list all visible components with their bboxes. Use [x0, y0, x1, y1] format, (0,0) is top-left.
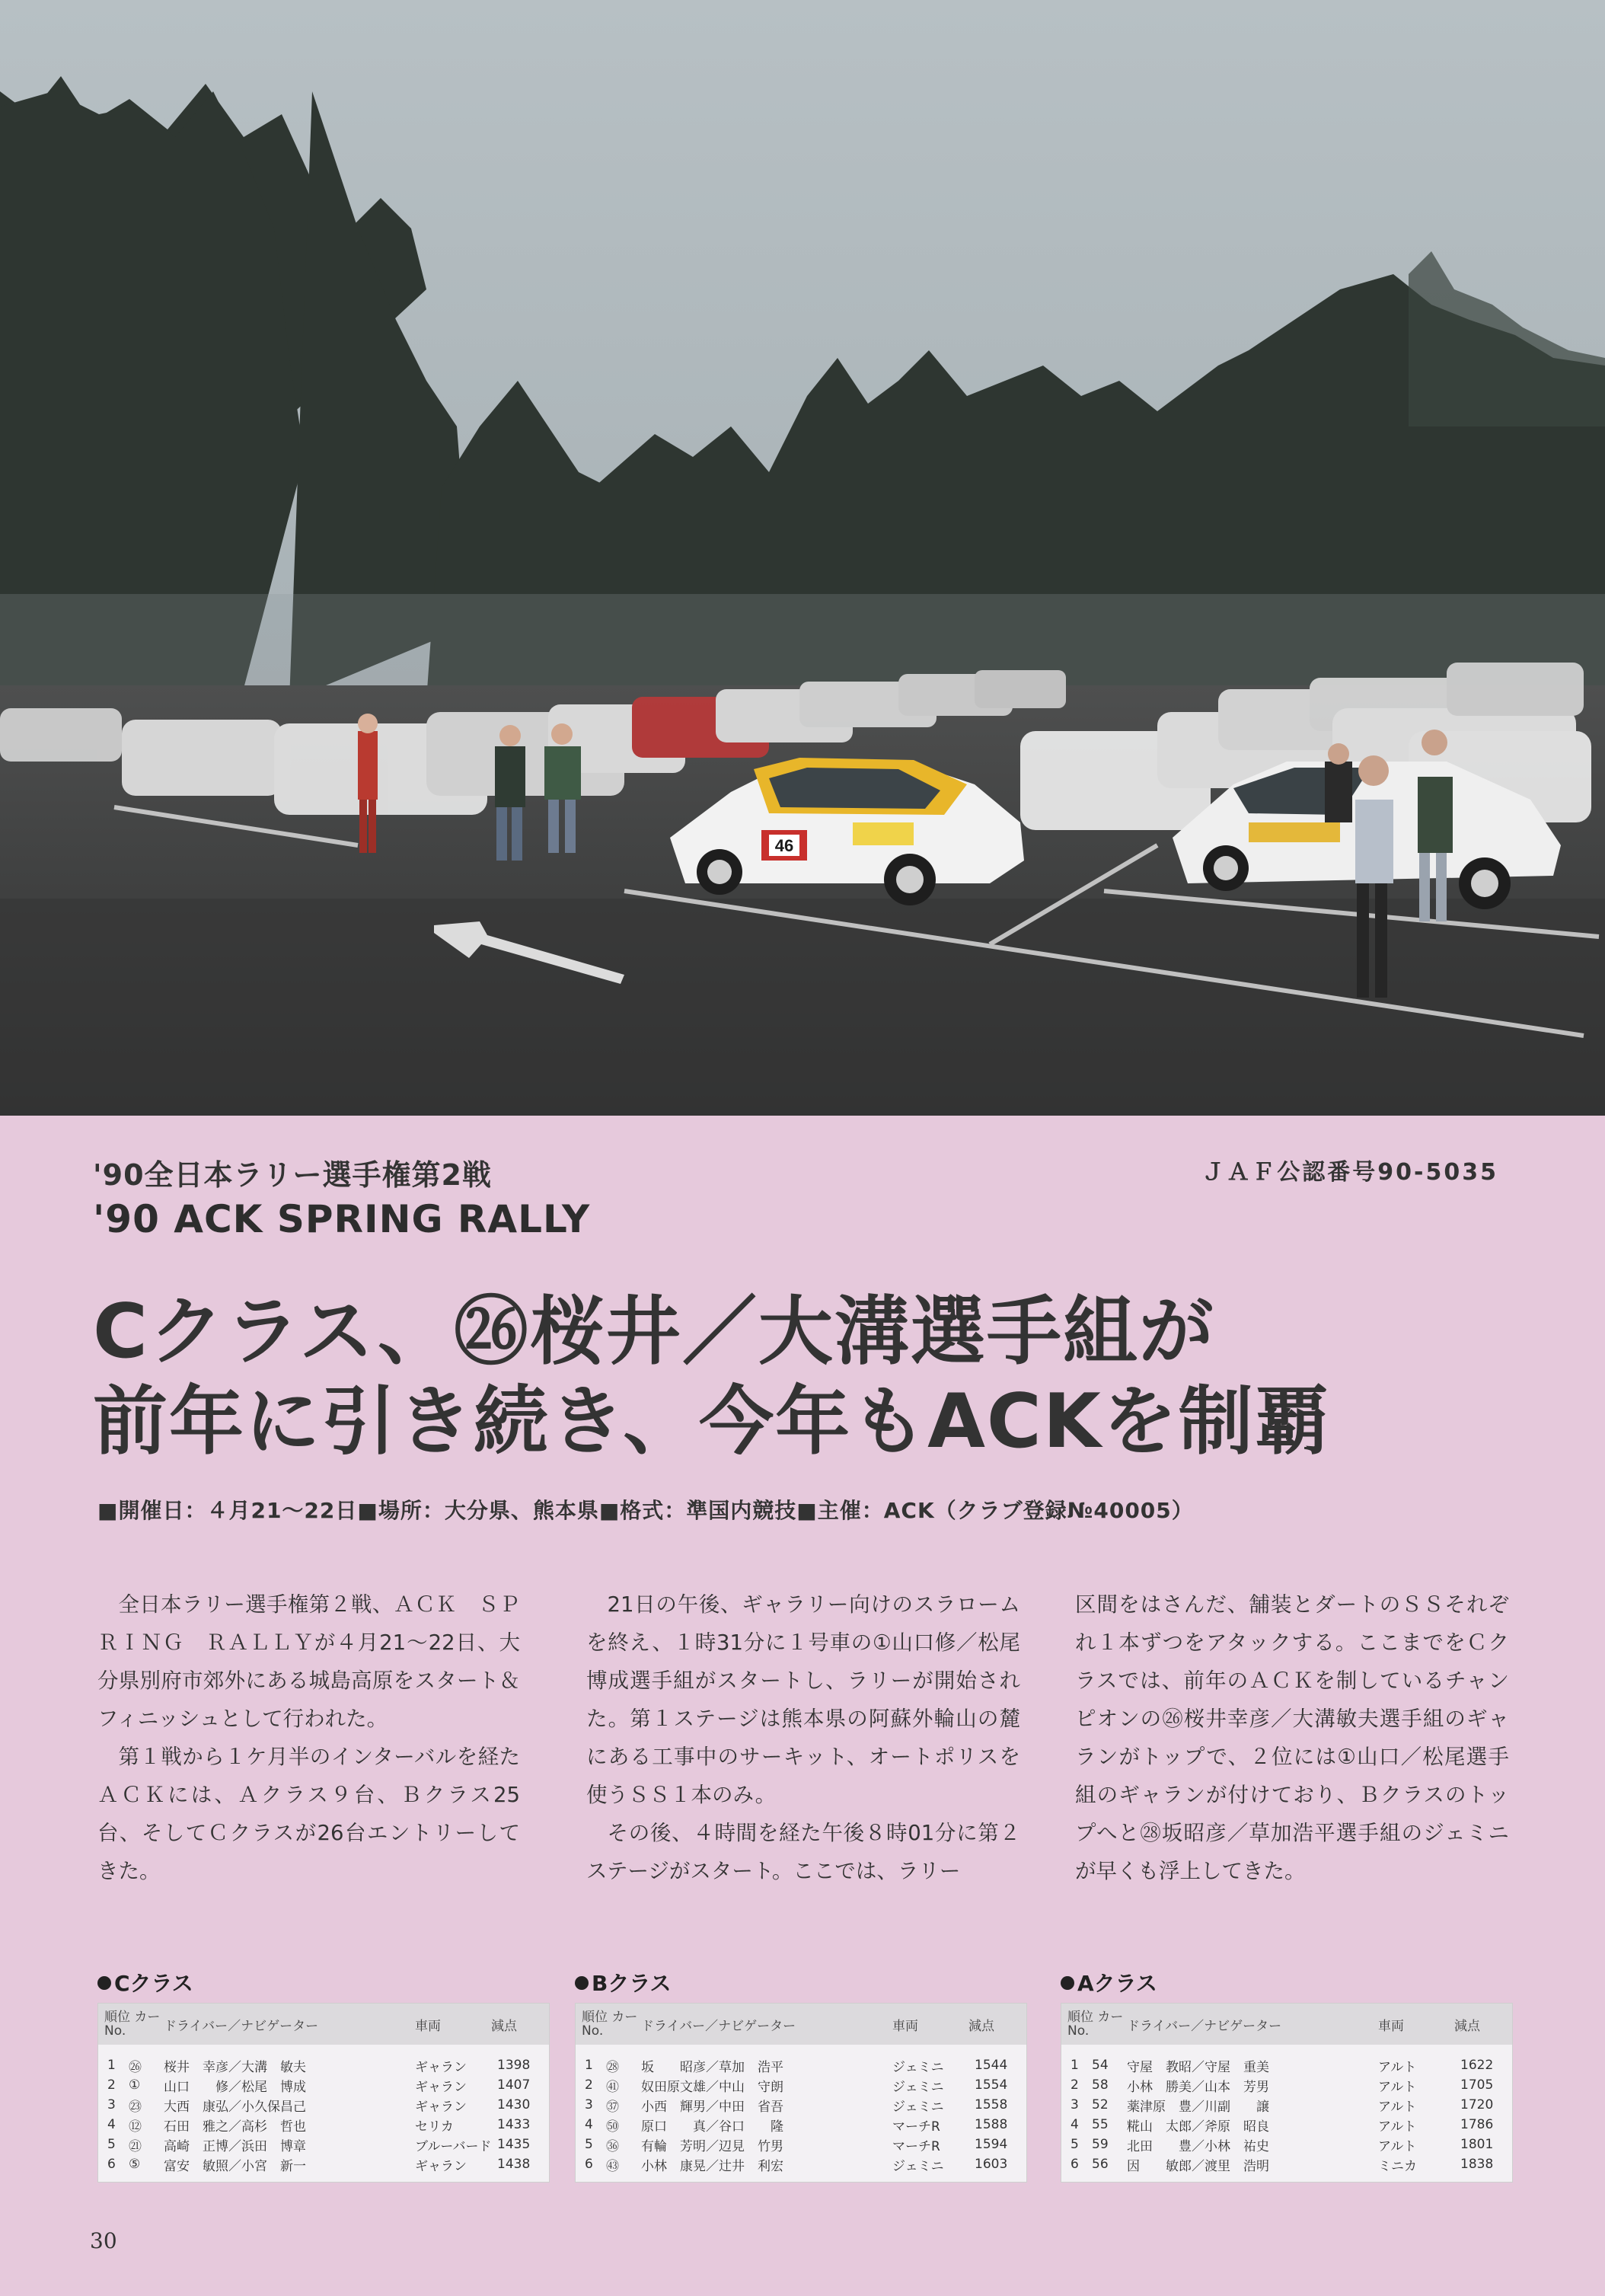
table-header — [576, 2004, 1026, 2045]
header-driver: ドライバー／ナビゲーター — [1127, 2018, 1282, 2034]
points-cell: 1435 — [497, 2137, 531, 2152]
results-table — [1061, 2003, 1513, 2183]
bullet-icon — [575, 1976, 589, 1990]
car-cell: ジェミニ — [892, 2158, 944, 2174]
paragraph: 全日本ラリー選手権第２戦、ＡＣＫ ＳＰＲＩＮＧ ＲＡＬＬＹが４月21〜22日、大分県別府市郊外にある城島高原をスタート＆フィニッシュとして行われた。 — [97, 1592, 520, 1731]
table-row — [1061, 2075, 1512, 2095]
driver-cell: 守屋 教昭／守屋 重美 — [1127, 2059, 1269, 2075]
table-row — [98, 2075, 549, 2095]
driver-cell: 因 敏郎／渡里 浩明 — [1127, 2158, 1269, 2174]
paragraph: 第１戦から１ケ月半のインターバルを経たＡＣＫには、Ａクラス９台、Ｂクラス25台、そしてＣクラスが26台エントリーしてきた。 — [97, 1745, 520, 1883]
car-cell: マーチR — [892, 2119, 940, 2135]
points-cell: 1720 — [1460, 2097, 1494, 2112]
paragraph: 区間をはさんだ、舗装とダートのＳＳそれぞれ１本ずつをアタックする。ここまでをＣクラスでは、前年のＡＣＫを制しているチャンピオンの㉖桜井幸彦／大溝敏夫選手組のギャランがトップで、２位には①山口／松尾選手組のギャランが付けており、Ｂクラスのトップへと㉘坂昭彦／草加浩平選手組のジェミニが早くも浮上してきた。 — [1075, 1592, 1509, 1883]
points-cell: 1594 — [975, 2137, 1008, 2152]
driver-cell: 大西 康弘／小久保昌己 — [164, 2099, 306, 2115]
rank-cell: 4 — [1071, 2117, 1079, 2132]
header-car: 車両 — [415, 2018, 441, 2034]
header-car-no: カーNo. — [1067, 2010, 1124, 2039]
rank-cell: 6 — [585, 2157, 593, 2172]
table-row — [98, 2135, 549, 2154]
rank-cell: 3 — [1071, 2097, 1079, 2112]
car-cell: ジェミニ — [892, 2059, 944, 2075]
header-car-no: カーNo. — [104, 2010, 161, 2039]
headline-line-2: 前年に引き続き、今年もACKを制覇 — [93, 1378, 1331, 1465]
points-cell: 1407 — [497, 2077, 531, 2093]
car-no-cell: ㊶ — [606, 2079, 619, 2095]
points-cell: 1438 — [497, 2157, 531, 2172]
results-title: Aクラス — [1061, 1971, 1511, 1997]
points-cell: 1558 — [975, 2097, 1008, 2112]
car-cell: ジェミニ — [892, 2079, 944, 2095]
driver-cell: 奴田原文雄／中山 守朗 — [641, 2079, 783, 2095]
car-cell: セリカ — [415, 2119, 454, 2135]
headline — [93, 1287, 1331, 1467]
driver-cell: 薬津原 豊／川副 譲 — [1127, 2099, 1269, 2115]
car-no-cell: ㊱ — [606, 2138, 619, 2154]
rank-cell: 5 — [585, 2137, 593, 2152]
driver-cell: 小林 康晃／辻井 利宏 — [641, 2158, 783, 2174]
driver-cell: 有輪 芳明／辺見 竹男 — [641, 2138, 783, 2154]
points-cell: 1801 — [1460, 2137, 1494, 2152]
table-row — [1061, 2135, 1512, 2154]
header-points: 減点 — [1454, 2018, 1480, 2034]
driver-cell: 富安 敏照／小宮 新一 — [164, 2158, 306, 2174]
car-no-cell: ⑤ — [129, 2157, 141, 2172]
results-table — [97, 2003, 550, 2183]
driver-cell: 北田 豊／小林 祐史 — [1127, 2138, 1269, 2154]
event-meta: ■開催日：４月21〜22日■場所：大分県、熊本県■格式：準国内競技■主催：ACK（クラブ登録№40005） — [97, 1498, 1194, 1523]
paragraph: 21日の午後、ギャラリー向けのスラロームを終え、１時31分に１号車の①山口修／松尾博成選手組がスタートし、ラリーが開始された。第１ステージは熊本県の阿蘇外輪山の麓にある工事中のサーキット、オートポリスを使うＳＳ１本のみ。 — [586, 1592, 1020, 1807]
header-points: 減点 — [491, 2018, 517, 2034]
rank-cell: 2 — [585, 2077, 593, 2093]
points-cell: 1603 — [975, 2157, 1008, 2172]
header-driver: ドライバー／ナビゲーター — [164, 2018, 319, 2034]
table-row — [576, 2055, 1026, 2075]
body-column-2 — [586, 1585, 1020, 1890]
rank-cell: 2 — [1071, 2077, 1079, 2093]
car-no-cell: ㉓ — [129, 2099, 142, 2115]
driver-cell: 山口 修／松尾 博成 — [164, 2079, 306, 2095]
car-no-cell: 52 — [1092, 2097, 1109, 2112]
car-no-cell: ㉑ — [129, 2138, 142, 2154]
driver-cell: 石田 雅之／高杉 哲也 — [164, 2119, 306, 2135]
rank-cell: 5 — [107, 2137, 116, 2152]
header-car: 車両 — [892, 2018, 918, 2034]
table-row — [1061, 2055, 1512, 2075]
series-title: '90全日本ラリー選手権第2戦 — [93, 1158, 492, 1192]
car-no-cell: ㊿ — [606, 2119, 619, 2135]
header-car: 車両 — [1378, 2018, 1404, 2034]
results-a-class — [1061, 1971, 1511, 2183]
car-no-cell: 54 — [1092, 2058, 1109, 2073]
points-cell: 1554 — [975, 2077, 1008, 2093]
points-cell: 1786 — [1460, 2117, 1494, 2132]
body-column-3 — [1075, 1585, 1509, 1890]
car-no-cell: 56 — [1092, 2157, 1109, 2172]
car-no-cell: ㊸ — [606, 2158, 619, 2174]
header-rank: 順位 — [582, 2010, 608, 2025]
car-cell: ギャラン — [415, 2079, 467, 2095]
results-b-class — [575, 1971, 1026, 2183]
results-title: Cクラス — [97, 1971, 548, 1997]
points-cell: 1430 — [497, 2097, 531, 2112]
points-cell: 1588 — [975, 2117, 1008, 2132]
driver-cell: 小林 勝美／山本 芳男 — [1127, 2079, 1269, 2095]
results-c-class — [97, 1971, 548, 2183]
car-cell: マーチR — [892, 2138, 940, 2154]
table-row — [98, 2154, 549, 2174]
driver-cell: 糀山 太郎／斧原 昭良 — [1127, 2119, 1269, 2135]
car-cell: アルト — [1378, 2138, 1417, 2154]
car-cell: ギャラン — [415, 2059, 467, 2075]
car-no-cell: ㊲ — [606, 2099, 619, 2115]
car-cell: アルト — [1378, 2059, 1417, 2075]
rank-cell: 4 — [585, 2117, 593, 2132]
car-no-cell: ① — [129, 2077, 141, 2093]
rally-photo — [0, 0, 1605, 1116]
car-number: 46 — [774, 836, 794, 855]
car-no-cell: ㉘ — [606, 2059, 619, 2075]
car-cell: ブルーバード — [415, 2138, 492, 2154]
rank-cell: 3 — [585, 2097, 593, 2112]
driver-cell: 小西 輝男／中田 省吾 — [641, 2099, 783, 2115]
car-cell: アルト — [1378, 2079, 1417, 2095]
header-rank: 順位 — [104, 2010, 130, 2025]
rank-cell: 1 — [1071, 2058, 1079, 2073]
table-row — [576, 2095, 1026, 2115]
car-no-cell: ㉖ — [129, 2059, 142, 2075]
header-driver: ドライバー／ナビゲーター — [641, 2018, 796, 2034]
bullet-icon — [1061, 1976, 1074, 1990]
car-cell: ギャラン — [415, 2099, 467, 2115]
table-row — [98, 2055, 549, 2075]
rank-cell: 1 — [585, 2058, 593, 2073]
event-title: '90 ACK SPRING RALLY — [93, 1197, 591, 1241]
table-row — [1061, 2154, 1512, 2174]
car-cell: ギャラン — [415, 2158, 467, 2174]
header-rank: 順位 — [1067, 2010, 1093, 2025]
rank-cell: 5 — [1071, 2137, 1079, 2152]
car-no-cell: 59 — [1092, 2137, 1109, 2152]
points-cell: 1398 — [497, 2058, 531, 2073]
paragraph: その後、４時間を経た午後８時01分に第２ステージがスタート。ここでは、ラリー — [586, 1821, 1020, 1883]
points-cell: 1622 — [1460, 2058, 1494, 2073]
points-cell: 1544 — [975, 2058, 1008, 2073]
car-cell: ジェミニ — [892, 2099, 944, 2115]
points-cell: 1433 — [497, 2117, 531, 2132]
table-row — [576, 2115, 1026, 2135]
car-cell: アルト — [1378, 2119, 1417, 2135]
results-title: Bクラス — [575, 1971, 1026, 1997]
car-no-cell: 58 — [1092, 2077, 1109, 2093]
driver-cell: 原口 真／谷口 隆 — [641, 2119, 783, 2135]
points-cell: 1838 — [1460, 2157, 1494, 2172]
rank-cell: 6 — [1071, 2157, 1079, 2172]
table-row — [1061, 2115, 1512, 2135]
driver-cell: 高崎 正博／浜田 博章 — [164, 2138, 306, 2154]
driver-cell: 桜井 幸彦／大溝 敏夫 — [164, 2059, 306, 2075]
jaf-permit-number: ＪＡＦ公認番号90-5035 — [1201, 1159, 1498, 1186]
table-row — [98, 2115, 549, 2135]
header-points: 減点 — [968, 2018, 994, 2034]
body-column-1 — [97, 1585, 520, 1890]
table-row — [576, 2154, 1026, 2174]
page-number: 30 — [90, 2228, 117, 2253]
table-row — [576, 2075, 1026, 2095]
bullet-icon — [97, 1976, 111, 1990]
rank-cell: 4 — [107, 2117, 116, 2132]
rank-cell: 6 — [107, 2157, 116, 2172]
car-cell: ミニカ — [1378, 2158, 1417, 2174]
table-row — [98, 2095, 549, 2115]
car-cell: アルト — [1378, 2099, 1417, 2115]
table-header — [98, 2004, 549, 2045]
results-table — [575, 2003, 1027, 2183]
table-row — [576, 2135, 1026, 2154]
rank-cell: 1 — [107, 2058, 116, 2073]
headline-line-1: Cクラス、㉖桜井／大溝選手組が — [93, 1289, 1215, 1375]
car-no-cell: 55 — [1092, 2117, 1109, 2132]
rank-cell: 2 — [107, 2077, 116, 2093]
header-car-no: カーNo. — [582, 2010, 638, 2039]
points-cell: 1705 — [1460, 2077, 1494, 2093]
table-row — [1061, 2095, 1512, 2115]
car-no-cell: ⑫ — [129, 2119, 142, 2135]
rank-cell: 3 — [107, 2097, 116, 2112]
table-header — [1061, 2004, 1512, 2045]
driver-cell: 坂 昭彦／草加 浩平 — [641, 2059, 783, 2075]
